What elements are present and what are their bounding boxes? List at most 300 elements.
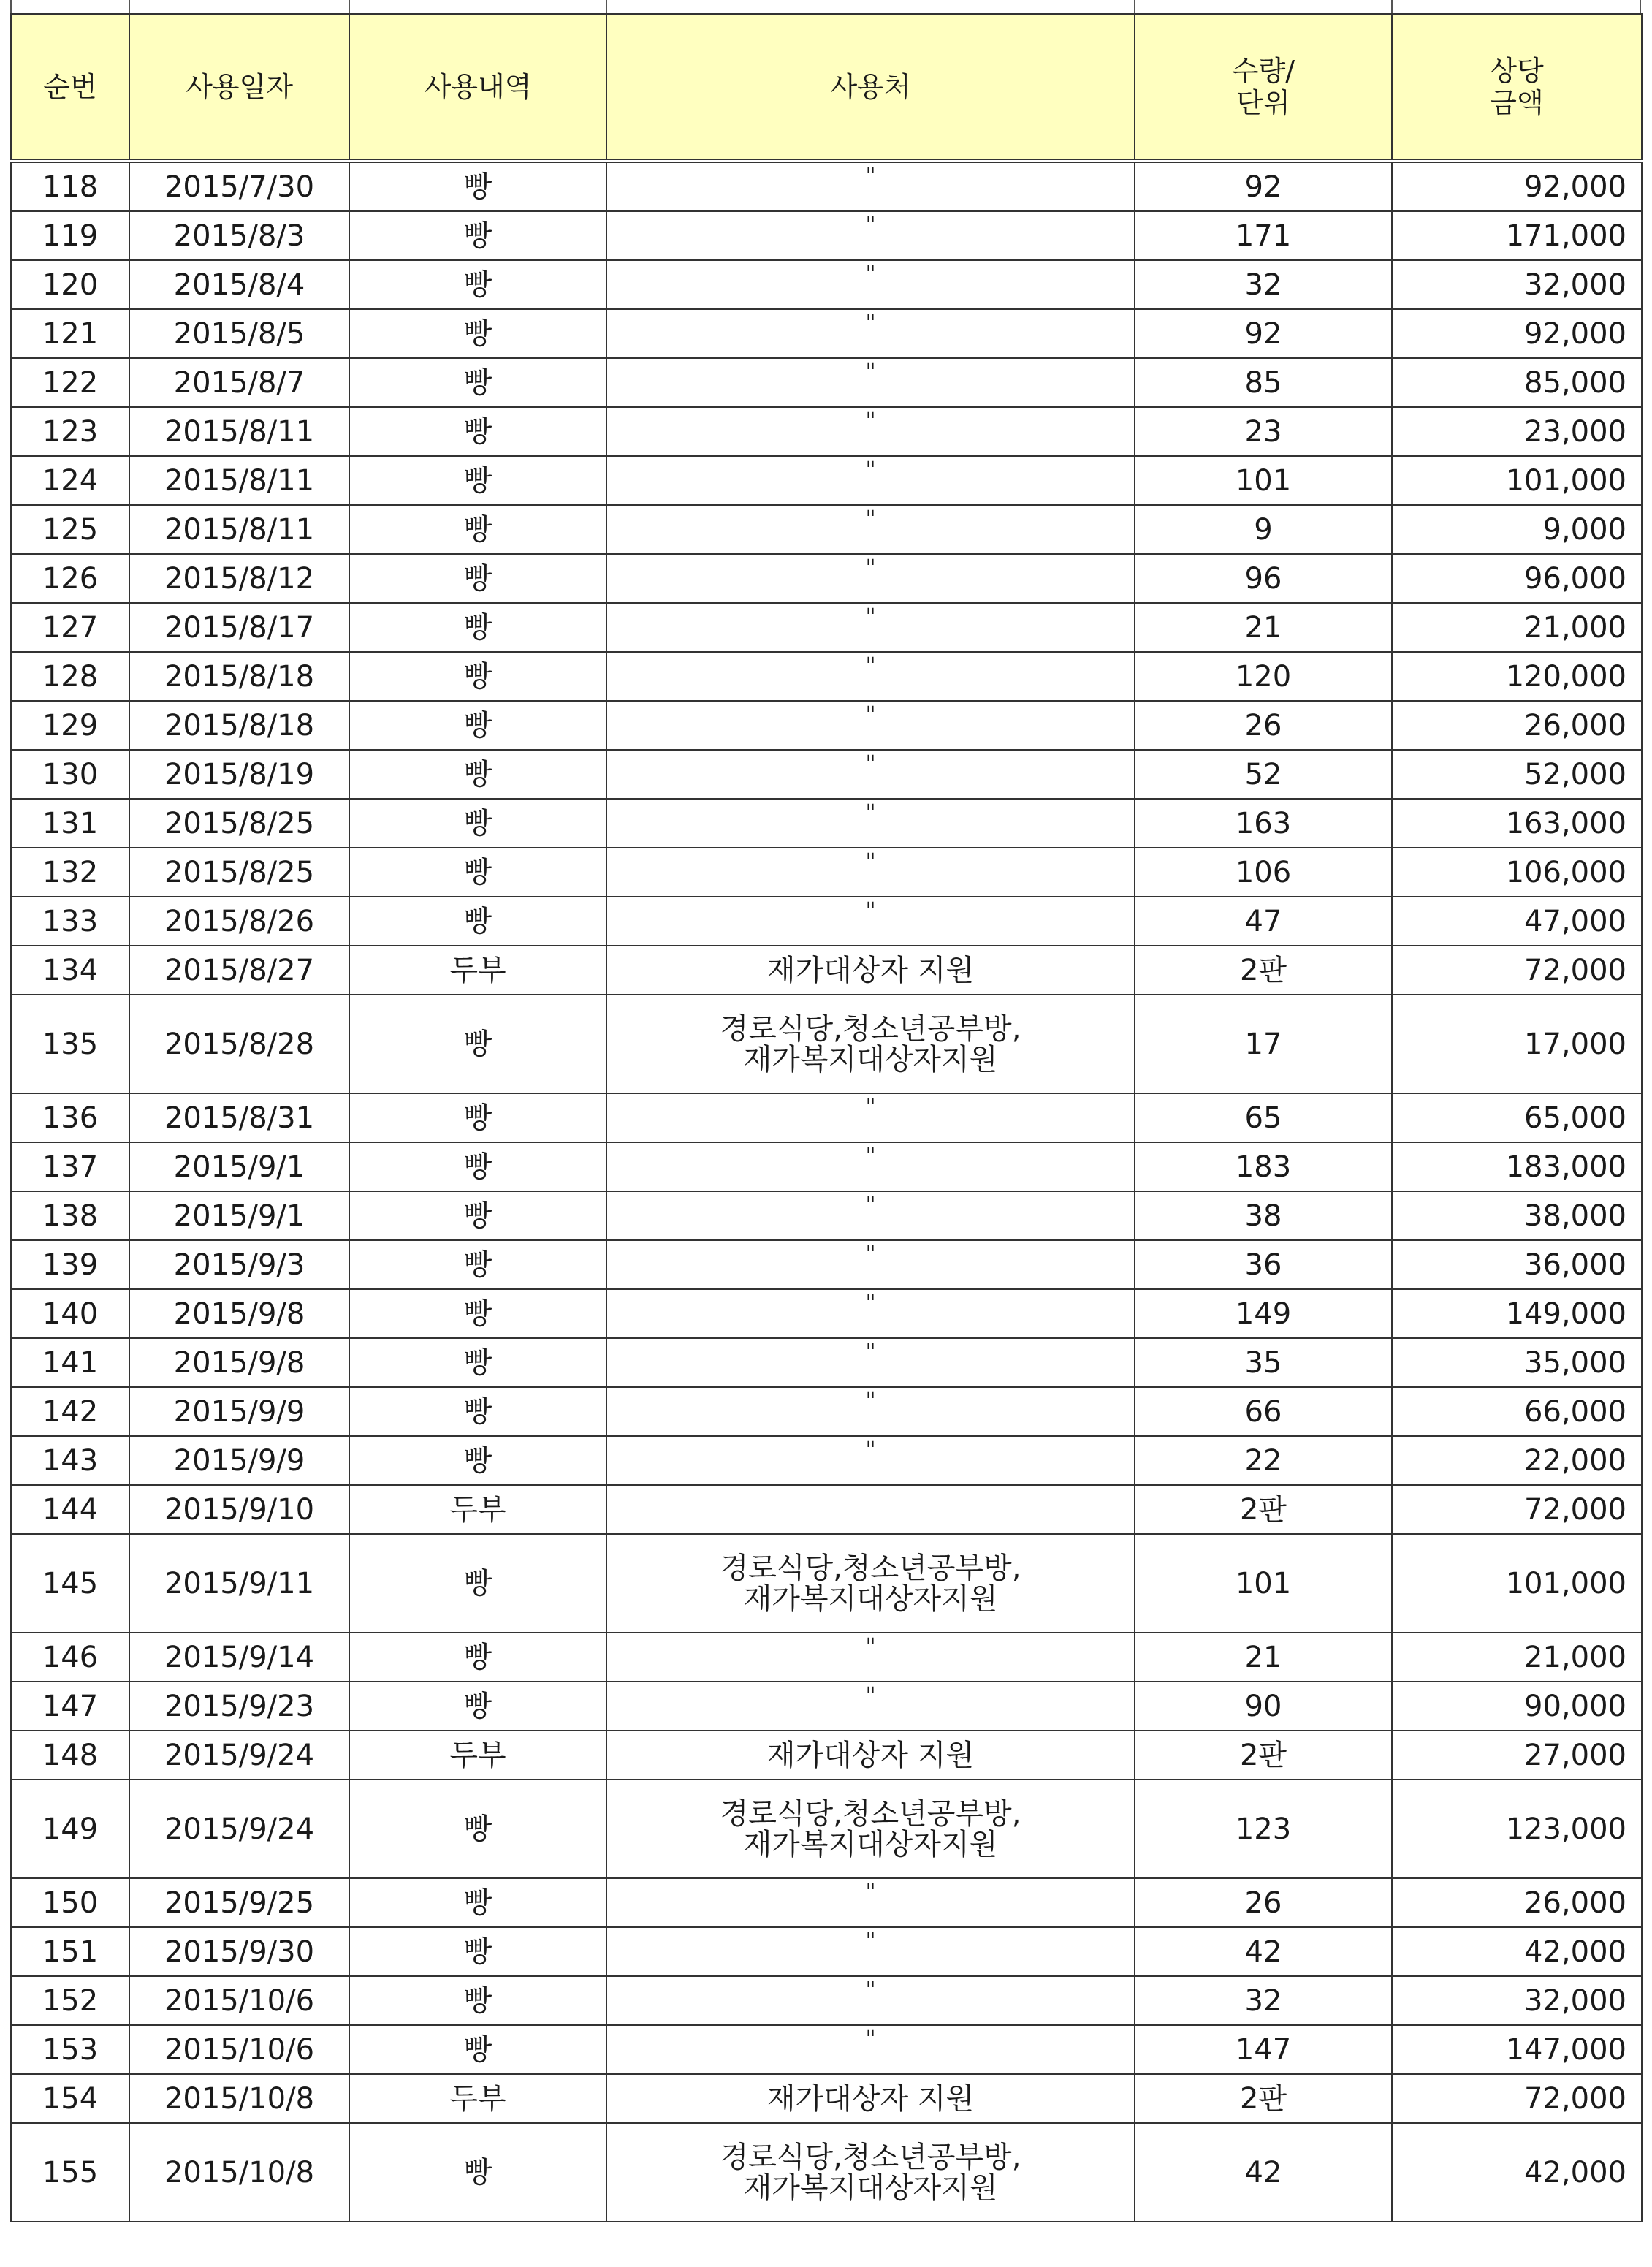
cell-item: 빵 bbox=[349, 1927, 606, 1976]
cell-item: 빵 bbox=[349, 2123, 606, 2222]
cell-qty: 183 bbox=[1135, 1142, 1392, 1191]
cell-no: 147 bbox=[11, 1682, 129, 1731]
cell-place bbox=[606, 1387, 1135, 1436]
cell-amount: 66,000 bbox=[1392, 1387, 1642, 1436]
cell-place-ditto: " bbox=[865, 1977, 876, 2003]
cell-place-ditto: " bbox=[865, 1241, 876, 1267]
column-tick-marks bbox=[0, 0, 1652, 13]
cell-no: 150 bbox=[11, 1878, 129, 1927]
cell-item: 두부 bbox=[349, 946, 606, 995]
cell-place: 재가대상자 지원 bbox=[606, 946, 1135, 995]
cell-qty: 32 bbox=[1135, 1976, 1392, 2025]
tick-mark bbox=[1134, 0, 1135, 13]
cell-place-ditto: " bbox=[865, 212, 876, 238]
cell-place-ditto: " bbox=[865, 457, 876, 483]
table-row bbox=[11, 1436, 1642, 1485]
cell-amount: 72,000 bbox=[1392, 946, 1642, 995]
cell-place-ditto: " bbox=[865, 1928, 876, 1954]
cell-qty: 36 bbox=[1135, 1240, 1392, 1289]
cell-qty: 96 bbox=[1135, 554, 1392, 603]
cell-place bbox=[606, 309, 1135, 358]
cell-no: 127 bbox=[11, 603, 129, 652]
cell-place-ditto: " bbox=[865, 604, 876, 630]
cell-item: 빵 bbox=[349, 309, 606, 358]
cell-no: 132 bbox=[11, 848, 129, 897]
header-qty-line2: 단위 bbox=[1236, 86, 1290, 119]
cell-item: 빵 bbox=[349, 603, 606, 652]
header-amount-line1: 상당 bbox=[1490, 54, 1544, 87]
table-row bbox=[11, 1927, 1642, 1976]
cell-amount: 52,000 bbox=[1392, 750, 1642, 799]
table-row bbox=[11, 1093, 1642, 1142]
cell-date: 2015/8/26 bbox=[129, 897, 349, 946]
cell-item: 빵 bbox=[349, 456, 606, 505]
cell-date: 2015/9/8 bbox=[129, 1289, 349, 1338]
cell-place bbox=[606, 1633, 1135, 1682]
cell-item: 빵 bbox=[349, 897, 606, 946]
cell-place bbox=[606, 1093, 1135, 1142]
table-row bbox=[11, 1240, 1642, 1289]
cell-place bbox=[606, 848, 1135, 897]
cell-qty: 26 bbox=[1135, 1878, 1392, 1927]
cell-date: 2015/9/10 bbox=[129, 1485, 349, 1534]
cell-no: 136 bbox=[11, 1093, 129, 1142]
cell-qty: 101 bbox=[1135, 456, 1392, 505]
cell-no: 135 bbox=[11, 995, 129, 1093]
table-row bbox=[11, 211, 1642, 260]
cell-place-ditto: " bbox=[865, 1290, 876, 1316]
cell-item: 빵 bbox=[349, 1436, 606, 1485]
cell-amount: 183,000 bbox=[1392, 1142, 1642, 1191]
cell-place-ditto: " bbox=[865, 1388, 876, 1414]
cell-place-ditto: " bbox=[865, 897, 876, 924]
cell-qty: 147 bbox=[1135, 2025, 1392, 2074]
cell-qty: 42 bbox=[1135, 1927, 1392, 1976]
cell-amount: 21,000 bbox=[1392, 1633, 1642, 1682]
cell-date: 2015/9/3 bbox=[129, 1240, 349, 1289]
cell-amount: 32,000 bbox=[1392, 260, 1642, 309]
cell-no: 130 bbox=[11, 750, 129, 799]
cell-item: 빵 bbox=[349, 1240, 606, 1289]
cell-date: 2015/8/25 bbox=[129, 799, 349, 848]
cell-place bbox=[606, 456, 1135, 505]
cell-place bbox=[606, 652, 1135, 701]
table-row bbox=[11, 750, 1642, 799]
cell-no: 137 bbox=[11, 1142, 129, 1191]
cell-date: 2015/8/12 bbox=[129, 554, 349, 603]
cell-item: 빵 bbox=[349, 1289, 606, 1338]
cell-item: 빵 bbox=[349, 848, 606, 897]
table-row bbox=[11, 554, 1642, 603]
cell-item: 빵 bbox=[349, 211, 606, 260]
cell-qty: 52 bbox=[1135, 750, 1392, 799]
cell-place-ditto: " bbox=[865, 506, 876, 532]
cell-amount: 96,000 bbox=[1392, 554, 1642, 603]
cell-place bbox=[606, 1436, 1135, 1485]
cell-no: 140 bbox=[11, 1289, 129, 1338]
table-row bbox=[11, 161, 1642, 211]
cell-no: 149 bbox=[11, 1780, 129, 1878]
cell-place bbox=[606, 211, 1135, 260]
cell-date: 2015/9/30 bbox=[129, 1927, 349, 1976]
cell-date: 2015/9/1 bbox=[129, 1142, 349, 1191]
table-row bbox=[11, 652, 1642, 701]
cell-date: 2015/8/25 bbox=[129, 848, 349, 897]
cell-item: 빵 bbox=[349, 1682, 606, 1731]
cell-place-ditto: " bbox=[865, 555, 876, 581]
cell-no: 125 bbox=[11, 505, 129, 554]
cell-place-ditto: " bbox=[865, 653, 876, 679]
cell-no: 154 bbox=[11, 2074, 129, 2123]
cell-item: 빵 bbox=[349, 995, 606, 1093]
cell-qty: 149 bbox=[1135, 1289, 1392, 1338]
cell-qty: 90 bbox=[1135, 1682, 1392, 1731]
cell-item: 빵 bbox=[349, 1976, 606, 2025]
table-row bbox=[11, 1878, 1642, 1927]
cell-item: 빵 bbox=[349, 652, 606, 701]
cell-date: 2015/8/3 bbox=[129, 211, 349, 260]
cell-amount: 106,000 bbox=[1392, 848, 1642, 897]
cell-qty: 23 bbox=[1135, 407, 1392, 456]
cell-place-ditto: " bbox=[865, 408, 876, 434]
cell-item: 두부 bbox=[349, 1731, 606, 1780]
cell-place bbox=[606, 701, 1135, 750]
header-amount bbox=[1392, 14, 1642, 161]
header-qty-line1: 수량/ bbox=[1231, 54, 1295, 87]
cell-date: 2015/9/23 bbox=[129, 1682, 349, 1731]
cell-qty: 2판 bbox=[1135, 1731, 1392, 1780]
cell-date: 2015/8/27 bbox=[129, 946, 349, 995]
cell-date: 2015/9/9 bbox=[129, 1387, 349, 1436]
cell-item: 빵 bbox=[349, 2025, 606, 2074]
cell-amount: 26,000 bbox=[1392, 701, 1642, 750]
cell-place-ditto: " bbox=[865, 1192, 876, 1218]
header-item: 사용내역 bbox=[349, 14, 606, 161]
cell-no: 133 bbox=[11, 897, 129, 946]
cell-date: 2015/8/7 bbox=[129, 358, 349, 407]
tick-mark bbox=[606, 0, 607, 13]
cell-item: 빵 bbox=[349, 1780, 606, 1878]
usage-ledger-table bbox=[10, 13, 1643, 2222]
cell-no: 143 bbox=[11, 1436, 129, 1485]
cell-place bbox=[606, 2025, 1135, 2074]
cell-date: 2015/8/11 bbox=[129, 407, 349, 456]
cell-no: 131 bbox=[11, 799, 129, 848]
table-row bbox=[11, 2025, 1642, 2074]
cell-qty: 2판 bbox=[1135, 1485, 1392, 1534]
cell-amount: 90,000 bbox=[1392, 1682, 1642, 1731]
table-row bbox=[11, 897, 1642, 946]
cell-qty: 92 bbox=[1135, 161, 1392, 211]
cell-place-ditto: " bbox=[865, 359, 876, 385]
cell-place bbox=[606, 1927, 1135, 1976]
table-row bbox=[11, 2074, 1642, 2123]
cell-place bbox=[606, 260, 1135, 309]
cell-item: 빵 bbox=[349, 1633, 606, 1682]
cell-no: 144 bbox=[11, 1485, 129, 1534]
cell-item: 빵 bbox=[349, 1142, 606, 1191]
cell-qty: 163 bbox=[1135, 799, 1392, 848]
cell-item: 빵 bbox=[349, 799, 606, 848]
cell-place-line1: 경로식당,청소년공부방, bbox=[720, 1011, 1021, 1046]
table-row bbox=[11, 701, 1642, 750]
cell-no: 119 bbox=[11, 211, 129, 260]
cell-place-ditto: " bbox=[865, 163, 876, 189]
table-row bbox=[11, 2123, 1642, 2222]
cell-place bbox=[606, 1289, 1135, 1338]
cell-qty: 22 bbox=[1135, 1436, 1392, 1485]
cell-amount: 26,000 bbox=[1392, 1878, 1642, 1927]
header-no: 순번 bbox=[11, 14, 129, 161]
table-row bbox=[11, 1780, 1642, 1878]
cell-no: 122 bbox=[11, 358, 129, 407]
cell-amount: 171,000 bbox=[1392, 211, 1642, 260]
cell-place-line1: 경로식당,청소년공부방, bbox=[720, 1796, 1021, 1831]
table-row bbox=[11, 260, 1642, 309]
cell-place bbox=[606, 1191, 1135, 1240]
table-header bbox=[11, 14, 1642, 161]
cell-no: 120 bbox=[11, 260, 129, 309]
cell-amount: 85,000 bbox=[1392, 358, 1642, 407]
cell-no: 145 bbox=[11, 1534, 129, 1633]
cell-no: 118 bbox=[11, 161, 129, 211]
cell-amount: 38,000 bbox=[1392, 1191, 1642, 1240]
cell-no: 126 bbox=[11, 554, 129, 603]
table-row bbox=[11, 1485, 1642, 1534]
cell-amount: 101,000 bbox=[1392, 456, 1642, 505]
cell-no: 123 bbox=[11, 407, 129, 456]
cell-amount: 120,000 bbox=[1392, 652, 1642, 701]
cell-date: 2015/9/1 bbox=[129, 1191, 349, 1240]
cell-amount: 22,000 bbox=[1392, 1436, 1642, 1485]
cell-item: 빵 bbox=[349, 1191, 606, 1240]
tick-mark bbox=[129, 0, 130, 13]
cell-qty: 123 bbox=[1135, 1780, 1392, 1878]
table-row bbox=[11, 358, 1642, 407]
cell-place bbox=[606, 603, 1135, 652]
cell-qty: 47 bbox=[1135, 897, 1392, 946]
cell-amount: 36,000 bbox=[1392, 1240, 1642, 1289]
cell-amount: 147,000 bbox=[1392, 2025, 1642, 2074]
cell-place bbox=[606, 358, 1135, 407]
cell-amount: 101,000 bbox=[1392, 1534, 1642, 1633]
table-row bbox=[11, 1682, 1642, 1731]
cell-amount: 123,000 bbox=[1392, 1780, 1642, 1878]
cell-qty: 85 bbox=[1135, 358, 1392, 407]
cell-qty: 106 bbox=[1135, 848, 1392, 897]
table-row bbox=[11, 1387, 1642, 1436]
cell-date: 2015/8/5 bbox=[129, 309, 349, 358]
cell-date: 2015/9/9 bbox=[129, 1436, 349, 1485]
header-row bbox=[11, 14, 1642, 161]
cell-place: 재가대상자 지원 bbox=[606, 1731, 1135, 1780]
cell-place-ditto: " bbox=[865, 1879, 876, 1905]
cell-place bbox=[606, 1976, 1135, 2025]
cell-place bbox=[606, 897, 1135, 946]
cell-amount: 72,000 bbox=[1392, 1485, 1642, 1534]
cell-amount: 47,000 bbox=[1392, 897, 1642, 946]
cell-item: 빵 bbox=[349, 505, 606, 554]
cell-place bbox=[606, 1534, 1135, 1633]
cell-qty: 65 bbox=[1135, 1093, 1392, 1142]
cell-amount: 149,000 bbox=[1392, 1289, 1642, 1338]
table-row bbox=[11, 848, 1642, 897]
cell-no: 153 bbox=[11, 2025, 129, 2074]
cell-qty: 2판 bbox=[1135, 946, 1392, 995]
cell-no: 148 bbox=[11, 1731, 129, 1780]
table-row bbox=[11, 456, 1642, 505]
table-row bbox=[11, 1289, 1642, 1338]
cell-item: 빵 bbox=[349, 1534, 606, 1633]
cell-place-line2: 재가복지대상자지원 bbox=[743, 2171, 998, 2205]
cell-place-line2: 재가복지대상자지원 bbox=[743, 1581, 998, 1616]
cell-no: 152 bbox=[11, 1976, 129, 2025]
cell-amount: 23,000 bbox=[1392, 407, 1642, 456]
cell-qty: 171 bbox=[1135, 211, 1392, 260]
cell-date: 2015/10/8 bbox=[129, 2074, 349, 2123]
cell-date: 2015/9/14 bbox=[129, 1633, 349, 1682]
cell-qty: 66 bbox=[1135, 1387, 1392, 1436]
cell-amount: 35,000 bbox=[1392, 1338, 1642, 1387]
cell-date: 2015/8/17 bbox=[129, 603, 349, 652]
cell-date: 2015/9/24 bbox=[129, 1780, 349, 1878]
cell-place-ditto: " bbox=[865, 1094, 876, 1120]
cell-date: 2015/8/11 bbox=[129, 505, 349, 554]
table-row bbox=[11, 1534, 1642, 1633]
cell-place bbox=[606, 1780, 1135, 1878]
cell-qty: 21 bbox=[1135, 1633, 1392, 1682]
table-row bbox=[11, 995, 1642, 1093]
cell-qty: 35 bbox=[1135, 1338, 1392, 1387]
cell-place-ditto: " bbox=[865, 702, 876, 728]
table-row bbox=[11, 603, 1642, 652]
cell-place-ditto: " bbox=[865, 310, 876, 336]
cell-qty: 92 bbox=[1135, 309, 1392, 358]
cell-place-ditto: " bbox=[865, 1633, 876, 1660]
cell-date: 2015/8/19 bbox=[129, 750, 349, 799]
cell-item: 빵 bbox=[349, 407, 606, 456]
cell-date: 2015/8/31 bbox=[129, 1093, 349, 1142]
cell-place-line1: 경로식당,청소년공부방, bbox=[720, 2140, 1021, 2174]
cell-place-ditto: " bbox=[865, 261, 876, 287]
table-row bbox=[11, 1338, 1642, 1387]
cell-amount: 163,000 bbox=[1392, 799, 1642, 848]
cell-item: 빵 bbox=[349, 260, 606, 309]
cell-date: 2015/10/8 bbox=[129, 2123, 349, 2222]
cell-qty: 21 bbox=[1135, 603, 1392, 652]
cell-place bbox=[606, 1338, 1135, 1387]
cell-no: 141 bbox=[11, 1338, 129, 1387]
header-amount-line2: 금액 bbox=[1490, 86, 1544, 119]
cell-amount: 9,000 bbox=[1392, 505, 1642, 554]
cell-qty: 17 bbox=[1135, 995, 1392, 1093]
cell-qty: 26 bbox=[1135, 701, 1392, 750]
cell-place-ditto: " bbox=[865, 1143, 876, 1169]
cell-item: 빵 bbox=[349, 750, 606, 799]
cell-place-line2: 재가복지대상자지원 bbox=[743, 1042, 998, 1076]
cell-amount: 21,000 bbox=[1392, 603, 1642, 652]
cell-place bbox=[606, 750, 1135, 799]
table-row bbox=[11, 1731, 1642, 1780]
table-row bbox=[11, 1142, 1642, 1191]
cell-date: 2015/8/11 bbox=[129, 456, 349, 505]
tick-mark bbox=[1391, 0, 1393, 13]
tick-mark bbox=[349, 0, 350, 13]
cell-no: 121 bbox=[11, 309, 129, 358]
cell-amount: 92,000 bbox=[1392, 309, 1642, 358]
cell-amount: 42,000 bbox=[1392, 1927, 1642, 1976]
cell-qty: 9 bbox=[1135, 505, 1392, 554]
cell-place: 재가대상자 지원 bbox=[606, 2074, 1135, 2123]
cell-item: 빵 bbox=[349, 358, 606, 407]
cell-item: 빵 bbox=[349, 1387, 606, 1436]
table-row bbox=[11, 407, 1642, 456]
cell-no: 155 bbox=[11, 2123, 129, 2222]
tick-mark bbox=[1640, 0, 1641, 13]
cell-place bbox=[606, 161, 1135, 211]
cell-date: 2015/8/18 bbox=[129, 701, 349, 750]
cell-place-line2: 재가복지대상자지원 bbox=[743, 1827, 998, 1861]
cell-place bbox=[606, 1485, 1135, 1534]
table-row bbox=[11, 1976, 1642, 2025]
cell-date: 2015/8/18 bbox=[129, 652, 349, 701]
cell-date: 2015/9/8 bbox=[129, 1338, 349, 1387]
cell-no: 142 bbox=[11, 1387, 129, 1436]
cell-place bbox=[606, 407, 1135, 456]
cell-item: 빵 bbox=[349, 161, 606, 211]
table-row bbox=[11, 946, 1642, 995]
cell-no: 128 bbox=[11, 652, 129, 701]
cell-place-line1: 경로식당,청소년공부방, bbox=[720, 1551, 1021, 1585]
cell-item: 빵 bbox=[349, 1093, 606, 1142]
cell-amount: 32,000 bbox=[1392, 1976, 1642, 2025]
cell-amount: 65,000 bbox=[1392, 1093, 1642, 1142]
header-qty bbox=[1135, 14, 1392, 161]
header-date: 사용일자 bbox=[129, 14, 349, 161]
cell-place bbox=[606, 995, 1135, 1093]
cell-qty: 101 bbox=[1135, 1534, 1392, 1633]
cell-item: 빵 bbox=[349, 1878, 606, 1927]
cell-amount: 27,000 bbox=[1392, 1731, 1642, 1780]
cell-place bbox=[606, 1142, 1135, 1191]
table-row bbox=[11, 309, 1642, 358]
cell-place bbox=[606, 799, 1135, 848]
table-row bbox=[11, 799, 1642, 848]
cell-qty: 32 bbox=[1135, 260, 1392, 309]
table-row bbox=[11, 1633, 1642, 1682]
cell-place-ditto: " bbox=[865, 2026, 876, 2052]
cell-place-ditto: " bbox=[865, 1682, 876, 1709]
cell-no: 129 bbox=[11, 701, 129, 750]
cell-date: 2015/8/28 bbox=[129, 995, 349, 1093]
cell-qty: 42 bbox=[1135, 2123, 1392, 2222]
table-body bbox=[11, 161, 1642, 2222]
cell-qty: 38 bbox=[1135, 1191, 1392, 1240]
cell-date: 2015/9/11 bbox=[129, 1534, 349, 1633]
cell-no: 151 bbox=[11, 1927, 129, 1976]
cell-amount: 42,000 bbox=[1392, 2123, 1642, 2222]
cell-date: 2015/8/4 bbox=[129, 260, 349, 309]
tick-mark bbox=[10, 0, 12, 13]
cell-date: 2015/10/6 bbox=[129, 2025, 349, 2074]
cell-date: 2015/7/30 bbox=[129, 161, 349, 211]
cell-date: 2015/9/25 bbox=[129, 1878, 349, 1927]
cell-amount: 17,000 bbox=[1392, 995, 1642, 1093]
cell-place bbox=[606, 1240, 1135, 1289]
cell-date: 2015/9/24 bbox=[129, 1731, 349, 1780]
cell-place-ditto: " bbox=[865, 848, 876, 875]
cell-place-ditto: " bbox=[865, 751, 876, 777]
